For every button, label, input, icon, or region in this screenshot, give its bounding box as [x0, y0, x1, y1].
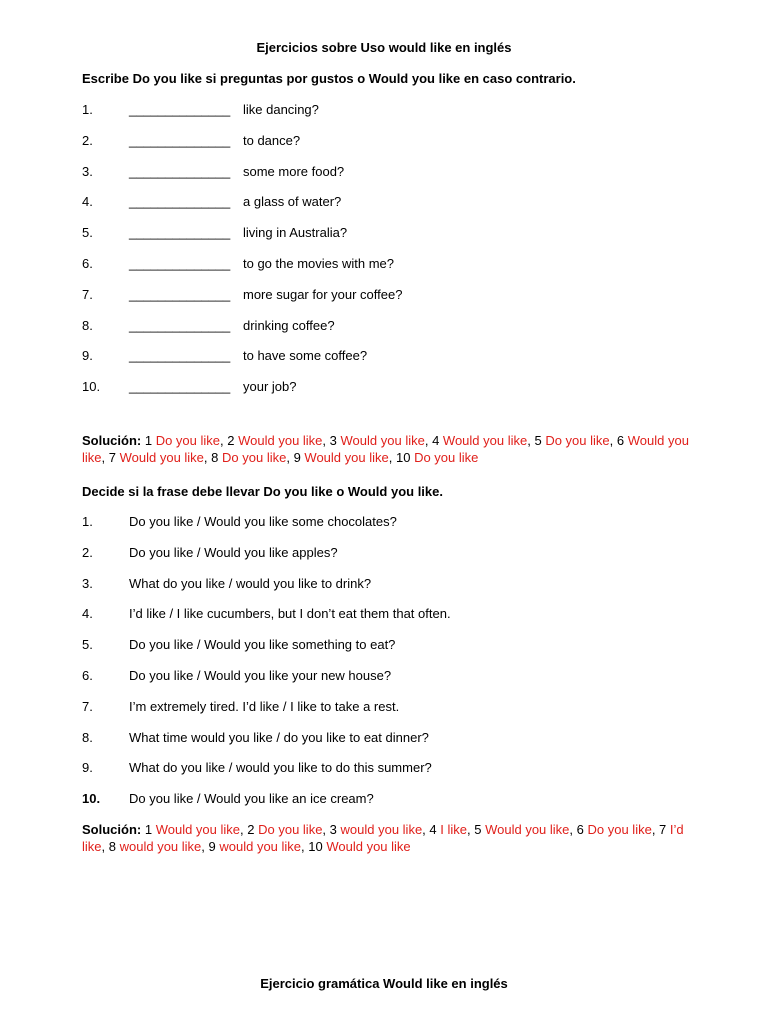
solution-answer: Would you like — [238, 433, 323, 448]
answer-blank: ______________ — [129, 286, 231, 302]
page-title: Ejercicios sobre Uso would like en inglés — [256, 40, 512, 55]
solution-num: 4 — [432, 433, 440, 448]
item-text: more sugar for your coffee? — [243, 286, 403, 302]
exercise1-solution: Solución: 1 Do you like, 2 Would you like, 3 Would you like, 4 Would you like, 5 Do you like, 6 Would you like, 7 Would you like, 8 Do you like, 9 Would you like, 10 Do you like — [82, 433, 689, 465]
item-number: 7. — [82, 698, 93, 714]
solution-num: 2 — [227, 433, 235, 448]
item-number: 1. — [82, 102, 93, 117]
item-text: I’d like / I like cucumbers, but I don’t eat them that often. — [129, 606, 451, 622]
solution-answer: would you like — [340, 822, 423, 837]
item-number: 3. — [82, 163, 93, 179]
item-text: Do you like / Would you like your new house? — [129, 667, 392, 683]
solution-answer: Would you like — [119, 450, 204, 465]
list-item — [82, 514, 722, 545]
solution-answer: would you like — [119, 839, 202, 854]
item-text: to have some coffee? — [243, 348, 368, 364]
answer-blank: ______________ — [129, 225, 231, 241]
solution-answer: Do you like — [222, 450, 287, 465]
item-number: 5. — [82, 637, 93, 653]
solution-answer: Would you like — [485, 822, 570, 837]
solution-num: 5 — [534, 433, 542, 448]
list-item — [82, 318, 722, 349]
answer-blank: ______________ — [129, 102, 231, 117]
solution-num: 7 — [108, 450, 116, 465]
item-number: 4. — [82, 606, 93, 622]
solution-answer: Do you like — [414, 450, 479, 465]
list-item — [82, 102, 722, 133]
item-number: 6. — [82, 667, 93, 683]
solution-num: 3 — [329, 822, 337, 837]
solution-num: 6 — [616, 433, 625, 448]
solution-answer: Would you like — [155, 822, 241, 837]
item-number: 2. — [82, 132, 93, 148]
solution-num: 4 — [429, 822, 437, 837]
solution-num: 9 — [293, 450, 301, 465]
item-text: Do you like / Would you like some chocolates? — [129, 514, 397, 529]
item-text: What time would you like / do you like to eat dinner? — [129, 729, 429, 745]
list-item — [82, 730, 722, 761]
solution-answer: Would you like — [304, 450, 389, 465]
item-number: 9. — [82, 348, 93, 364]
solution-answer: Do you like — [587, 822, 652, 837]
solution-num: 9 — [208, 839, 216, 854]
solution-answer: would you like — [219, 839, 302, 854]
item-number: 2. — [82, 544, 93, 560]
list-item — [82, 576, 722, 607]
list-item — [82, 164, 722, 195]
item-text: Do you like / Would you like apples? — [129, 544, 338, 560]
list-item — [82, 606, 722, 637]
solution-num: 6 — [576, 822, 584, 837]
item-number: 8. — [82, 729, 93, 745]
answer-blank: ______________ — [129, 348, 231, 364]
exercise2-solution: Solución: 1 Would you like, 2 Do you like, 3 would you like, 4 I like, 5 Would you like, 6 Do you like, 7 I’d like, 8 would you like, 9 would you like, 10 Would you like — [82, 822, 684, 854]
solution-answer: Would you like — [326, 839, 411, 854]
answer-blank: ______________ — [129, 194, 231, 210]
exercise2-list — [82, 514, 722, 822]
item-text: some more food? — [243, 163, 345, 179]
list-item — [82, 256, 722, 287]
list-item — [82, 637, 722, 668]
solution-label: Solución: — [82, 433, 142, 448]
item-text: Do you like / Would you like an ice cream? — [129, 791, 374, 807]
item-number: 8. — [82, 317, 93, 333]
solution-num: 1 — [144, 433, 153, 448]
exercise1-list — [82, 102, 722, 410]
list-item — [82, 760, 722, 791]
footer-title: Ejercicio gramática Would like en inglés — [260, 976, 508, 991]
list-item — [82, 225, 722, 256]
exercise1-instruction: Escribe Do you like si preguntas por gustos o Would you like en caso contrario. — [82, 71, 576, 86]
solution-answer: I like — [440, 822, 467, 837]
solution-num: 3 — [329, 433, 337, 448]
list-item — [82, 379, 722, 410]
solution-answer: Would you like — [442, 433, 528, 448]
item-number: 10. — [82, 379, 101, 395]
solution-num: 5 — [474, 822, 482, 837]
solution-answer: Would you like — [82, 433, 689, 465]
solution-answer: Do you like — [545, 433, 610, 448]
answer-blank: ______________ — [129, 379, 231, 395]
list-item — [82, 545, 722, 576]
item-text: living in Australia? — [243, 225, 348, 241]
list-item — [82, 194, 722, 225]
list-item — [82, 287, 722, 318]
solution-answer: Do you like — [258, 822, 323, 837]
item-text: to dance? — [243, 132, 301, 148]
answer-blank: ______________ — [129, 255, 231, 271]
list-item — [82, 668, 722, 699]
item-number: 5. — [82, 225, 93, 241]
solution-num: 2 — [247, 822, 255, 837]
item-text: Do you like / Would you like something to eat? — [129, 637, 396, 653]
solution-num: 8 — [108, 839, 116, 854]
item-number: 6. — [82, 255, 93, 271]
list-item — [82, 133, 722, 164]
list-item — [82, 699, 722, 730]
answer-blank: ______________ — [129, 163, 231, 179]
item-text: like dancing? — [243, 102, 319, 117]
exercise2-instruction: Decide si la frase debe llevar Do you like o Would you like. — [82, 484, 443, 499]
solution-num: 10 — [395, 450, 411, 465]
item-text: your job? — [243, 379, 297, 395]
item-text: What do you like / would you like to drink? — [129, 575, 372, 591]
solution-answer: Do you like — [155, 433, 221, 448]
answer-blank: ______________ — [129, 132, 231, 148]
solution-answer: Would you like — [340, 433, 425, 448]
item-text: What do you like / would you like to do this summer? — [129, 760, 432, 776]
solution-num: 8 — [211, 450, 219, 465]
solution-answer: I’d like — [82, 822, 684, 854]
solution-label: Solución: — [82, 822, 142, 837]
list-item — [82, 791, 722, 822]
solution-num: 10 — [308, 839, 323, 854]
answer-blank: ______________ — [129, 317, 231, 333]
solution-num: 7 — [659, 822, 667, 837]
list-item — [82, 348, 722, 379]
item-text: drinking coffee? — [243, 317, 335, 333]
item-number: 3. — [82, 575, 93, 591]
item-number: 7. — [82, 286, 93, 302]
item-number: 10. — [82, 791, 101, 807]
item-text: I’m extremely tired. I’d like / I like to take a rest. — [129, 698, 400, 714]
item-text: to go the movies with me? — [243, 255, 395, 271]
solution-num: 1 — [144, 822, 153, 837]
item-text: a glass of water? — [243, 194, 342, 210]
item-number: 9. — [82, 760, 93, 776]
item-number: 4. — [82, 194, 93, 210]
item-number: 1. — [82, 514, 93, 529]
